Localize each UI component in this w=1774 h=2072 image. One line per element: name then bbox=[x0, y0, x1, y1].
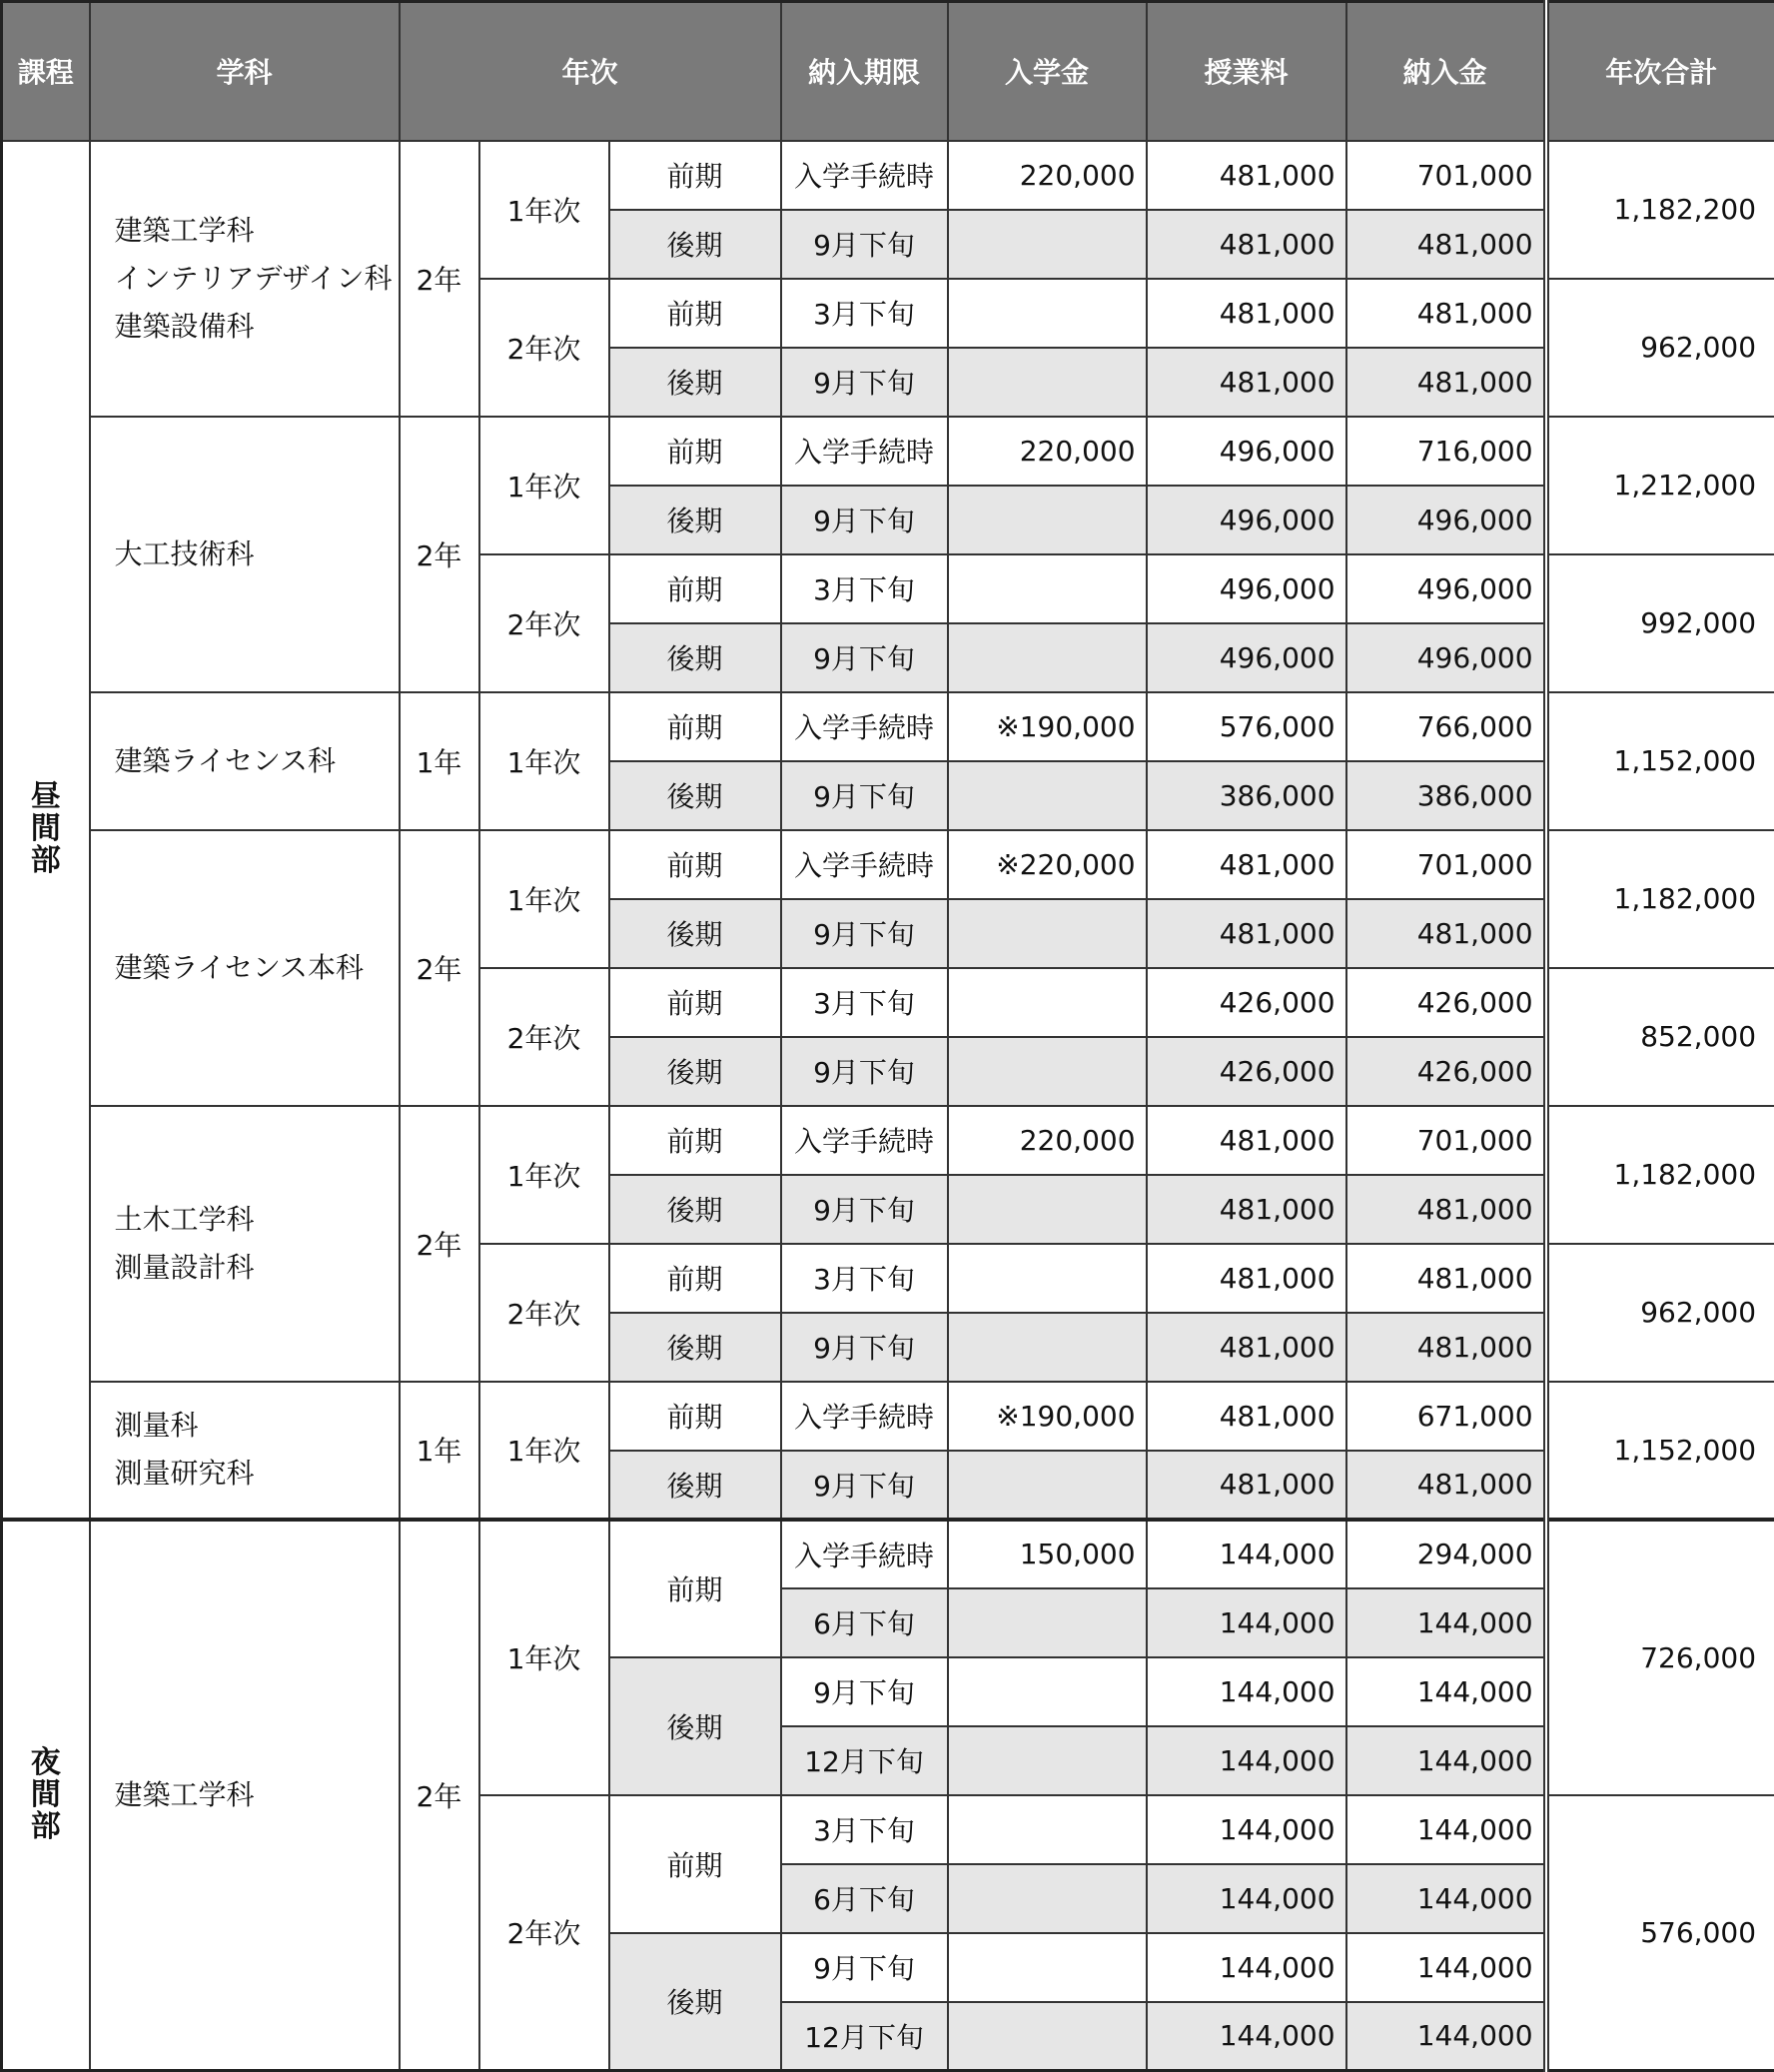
term: 前期 bbox=[609, 1382, 781, 1451]
annual-total: 852,000 bbox=[1546, 968, 1774, 1106]
annual-total: 576,000 bbox=[1546, 1795, 1774, 2071]
admission-fee bbox=[948, 968, 1147, 1037]
admission-fee bbox=[948, 279, 1147, 348]
program-years: 2年 bbox=[400, 1106, 479, 1382]
payment: 144,000 bbox=[1346, 1795, 1546, 1864]
term: 前期 bbox=[609, 1795, 781, 1933]
tuition: 144,000 bbox=[1147, 1657, 1346, 1726]
deadline: 3月下旬 bbox=[781, 279, 948, 348]
year-label: 1年次 bbox=[479, 1106, 609, 1244]
dept-cell: 土木工学科 測量設計科 bbox=[90, 1106, 400, 1382]
tuition: 481,000 bbox=[1147, 1313, 1346, 1382]
term: 後期 bbox=[609, 899, 781, 968]
year-label: 2年次 bbox=[479, 279, 609, 417]
term: 前期 bbox=[609, 279, 781, 348]
admission-fee bbox=[948, 1244, 1147, 1313]
tuition: 386,000 bbox=[1147, 761, 1346, 830]
payment: 701,000 bbox=[1346, 830, 1546, 899]
admission-fee bbox=[948, 1795, 1147, 1864]
tuition: 144,000 bbox=[1147, 1933, 1346, 2002]
payment: 481,000 bbox=[1346, 1451, 1546, 1520]
payment: 671,000 bbox=[1346, 1382, 1546, 1451]
admission-fee: ※190,000 bbox=[948, 1382, 1147, 1451]
tuition: 481,000 bbox=[1147, 348, 1346, 417]
dept-cell: 建築工学科 bbox=[90, 1520, 400, 2071]
term: 後期 bbox=[609, 210, 781, 279]
program-years: 2年 bbox=[400, 1520, 479, 2071]
admission-fee: ※190,000 bbox=[948, 692, 1147, 761]
dept-cell: 建築工学科 インテリアデザイン科 建築設備科 bbox=[90, 141, 400, 417]
deadline: 3月下旬 bbox=[781, 968, 948, 1037]
program-years: 2年 bbox=[400, 417, 479, 692]
term: 前期 bbox=[609, 1106, 781, 1175]
annual-total: 1,152,000 bbox=[1546, 1382, 1774, 1520]
admission-fee bbox=[948, 1726, 1147, 1795]
deadline: 9月下旬 bbox=[781, 899, 948, 968]
payment: 481,000 bbox=[1346, 279, 1546, 348]
admission-fee: 220,000 bbox=[948, 1106, 1147, 1175]
term: 後期 bbox=[609, 623, 781, 692]
annual-total: 1,182,000 bbox=[1546, 830, 1774, 968]
term: 後期 bbox=[609, 761, 781, 830]
annual-total: 992,000 bbox=[1546, 554, 1774, 692]
payment: 701,000 bbox=[1346, 1106, 1546, 1175]
payment: 481,000 bbox=[1346, 348, 1546, 417]
tuition: 481,000 bbox=[1147, 210, 1346, 279]
annual-total: 1,182,200 bbox=[1546, 141, 1774, 279]
payment: 426,000 bbox=[1346, 1037, 1546, 1106]
admission-fee bbox=[948, 1933, 1147, 2002]
payment: 481,000 bbox=[1346, 1244, 1546, 1313]
year-label: 1年次 bbox=[479, 417, 609, 554]
annual-total: 962,000 bbox=[1546, 1244, 1774, 1382]
admission-fee: 220,000 bbox=[948, 417, 1147, 486]
year-label: 1年次 bbox=[479, 1520, 609, 1795]
tuition: 481,000 bbox=[1147, 279, 1346, 348]
annual-total: 726,000 bbox=[1546, 1520, 1774, 1795]
header-tuition: 授業料 bbox=[1147, 2, 1346, 141]
program-years: 2年 bbox=[400, 830, 479, 1106]
dept-cell: 建築ライセンス本科 bbox=[90, 830, 400, 1106]
tuition: 496,000 bbox=[1147, 486, 1346, 554]
table-row bbox=[2, 417, 1774, 486]
deadline: 入学手続時 bbox=[781, 417, 948, 486]
table-row bbox=[2, 1382, 1774, 1451]
payment: 294,000 bbox=[1346, 1520, 1546, 1588]
tuition: 481,000 bbox=[1147, 899, 1346, 968]
admission-fee bbox=[948, 348, 1147, 417]
tuition: 481,000 bbox=[1147, 1451, 1346, 1520]
admission-fee bbox=[948, 761, 1147, 830]
deadline: 9月下旬 bbox=[781, 1175, 948, 1244]
term: 前期 bbox=[609, 692, 781, 761]
program-years: 1年 bbox=[400, 1382, 479, 1520]
admission-fee bbox=[948, 1175, 1147, 1244]
deadline: 9月下旬 bbox=[781, 1451, 948, 1520]
year-label: 1年次 bbox=[479, 141, 609, 279]
year-label: 2年次 bbox=[479, 554, 609, 692]
term: 後期 bbox=[609, 348, 781, 417]
tuition: 576,000 bbox=[1147, 692, 1346, 761]
term: 前期 bbox=[609, 554, 781, 623]
tuition: 144,000 bbox=[1147, 1795, 1346, 1864]
payment: 144,000 bbox=[1346, 2002, 1546, 2071]
deadline: 6月下旬 bbox=[781, 1588, 948, 1657]
deadline: 3月下旬 bbox=[781, 1244, 948, 1313]
admission-fee: 150,000 bbox=[948, 1520, 1147, 1588]
payment: 144,000 bbox=[1346, 1588, 1546, 1657]
payment: 481,000 bbox=[1346, 899, 1546, 968]
deadline: 6月下旬 bbox=[781, 1864, 948, 1933]
deadline: 12月下旬 bbox=[781, 2002, 948, 2071]
tuition: 481,000 bbox=[1147, 830, 1346, 899]
term: 前期 bbox=[609, 141, 781, 210]
deadline: 12月下旬 bbox=[781, 1726, 948, 1795]
admission-fee bbox=[948, 1037, 1147, 1106]
tuition: 481,000 bbox=[1147, 141, 1346, 210]
admission-fee: ※220,000 bbox=[948, 830, 1147, 899]
tuition: 496,000 bbox=[1147, 554, 1346, 623]
payment: 496,000 bbox=[1346, 486, 1546, 554]
annual-total: 1,212,000 bbox=[1546, 417, 1774, 554]
admission-fee bbox=[948, 623, 1147, 692]
deadline: 入学手続時 bbox=[781, 1520, 948, 1588]
tuition: 144,000 bbox=[1147, 1520, 1346, 1588]
tuition: 481,000 bbox=[1147, 1175, 1346, 1244]
payment: 481,000 bbox=[1346, 1175, 1546, 1244]
term: 前期 bbox=[609, 968, 781, 1037]
deadline: 9月下旬 bbox=[781, 1313, 948, 1382]
term: 後期 bbox=[609, 1933, 781, 2071]
tuition: 144,000 bbox=[1147, 1726, 1346, 1795]
term: 後期 bbox=[609, 1175, 781, 1244]
term: 後期 bbox=[609, 1037, 781, 1106]
admission-fee bbox=[948, 1588, 1147, 1657]
term: 前期 bbox=[609, 830, 781, 899]
deadline: 9月下旬 bbox=[781, 1657, 948, 1726]
term: 後期 bbox=[609, 1313, 781, 1382]
admission-fee bbox=[948, 1864, 1147, 1933]
dept-cell: 測量科 測量研究科 bbox=[90, 1382, 400, 1520]
dept-cell: 建築ライセンス科 bbox=[90, 692, 400, 830]
payment: 496,000 bbox=[1346, 554, 1546, 623]
payment: 144,000 bbox=[1346, 1657, 1546, 1726]
tuition: 496,000 bbox=[1147, 623, 1346, 692]
deadline: 入学手続時 bbox=[781, 692, 948, 761]
table-row bbox=[2, 692, 1774, 761]
header-year: 年次 bbox=[400, 2, 781, 141]
payment: 701,000 bbox=[1346, 141, 1546, 210]
payment: 386,000 bbox=[1346, 761, 1546, 830]
tuition: 426,000 bbox=[1147, 968, 1346, 1037]
deadline: 3月下旬 bbox=[781, 1795, 948, 1864]
header-course: 課程 bbox=[2, 2, 90, 141]
annual-total: 1,182,000 bbox=[1546, 1106, 1774, 1244]
tuition: 481,000 bbox=[1147, 1382, 1346, 1451]
table-row bbox=[2, 1106, 1774, 1175]
term: 前期 bbox=[609, 1244, 781, 1313]
year-label: 1年次 bbox=[479, 830, 609, 968]
deadline: 入学手続時 bbox=[781, 830, 948, 899]
admission-fee bbox=[948, 899, 1147, 968]
tuition: 144,000 bbox=[1147, 2002, 1346, 2071]
deadline: 9月下旬 bbox=[781, 1037, 948, 1106]
year-label: 2年次 bbox=[479, 1795, 609, 2071]
payment: 766,000 bbox=[1346, 692, 1546, 761]
header-annual-total: 年次合計 bbox=[1546, 2, 1774, 141]
course-night: 夜 間 部 bbox=[2, 1520, 90, 2071]
header-payment: 納入金 bbox=[1346, 2, 1546, 141]
deadline: 9月下旬 bbox=[781, 1933, 948, 2002]
deadline: 入学手続時 bbox=[781, 141, 948, 210]
admission-fee bbox=[948, 486, 1147, 554]
deadline: 3月下旬 bbox=[781, 554, 948, 623]
admission-fee: 220,000 bbox=[948, 141, 1147, 210]
deadline: 9月下旬 bbox=[781, 210, 948, 279]
year-label: 1年次 bbox=[479, 1382, 609, 1520]
deadline: 入学手続時 bbox=[781, 1382, 948, 1451]
admission-fee bbox=[948, 1657, 1147, 1726]
payment: 426,000 bbox=[1346, 968, 1546, 1037]
table-row bbox=[2, 1520, 1774, 1588]
admission-fee bbox=[948, 2002, 1147, 2071]
course-day: 昼 間 部 bbox=[2, 141, 90, 1520]
annual-total: 1,152,000 bbox=[1546, 692, 1774, 830]
term: 後期 bbox=[609, 486, 781, 554]
year-label: 1年次 bbox=[479, 692, 609, 830]
table-row bbox=[2, 141, 1774, 210]
payment: 144,000 bbox=[1346, 1864, 1546, 1933]
tuition: 481,000 bbox=[1147, 1244, 1346, 1313]
payment: 481,000 bbox=[1346, 210, 1546, 279]
program-years: 2年 bbox=[400, 141, 479, 417]
year-label: 2年次 bbox=[479, 1244, 609, 1382]
tuition: 426,000 bbox=[1147, 1037, 1346, 1106]
table-row bbox=[2, 830, 1774, 899]
deadline: 9月下旬 bbox=[781, 623, 948, 692]
tuition: 481,000 bbox=[1147, 1106, 1346, 1175]
term: 後期 bbox=[609, 1451, 781, 1520]
admission-fee bbox=[948, 210, 1147, 279]
program-years: 1年 bbox=[400, 692, 479, 830]
admission-fee bbox=[948, 1313, 1147, 1382]
deadline: 9月下旬 bbox=[781, 761, 948, 830]
dept-cell: 大工技術科 bbox=[90, 417, 400, 692]
term: 前期 bbox=[609, 1520, 781, 1657]
year-label: 2年次 bbox=[479, 968, 609, 1106]
deadline: 9月下旬 bbox=[781, 486, 948, 554]
term: 後期 bbox=[609, 1657, 781, 1795]
payment: 144,000 bbox=[1346, 1726, 1546, 1795]
term: 前期 bbox=[609, 417, 781, 486]
payment: 144,000 bbox=[1346, 1933, 1546, 2002]
header-department: 学科 bbox=[90, 2, 400, 141]
deadline: 9月下旬 bbox=[781, 348, 948, 417]
tuition: 144,000 bbox=[1147, 1864, 1346, 1933]
header-deadline: 納入期限 bbox=[781, 2, 948, 141]
payment: 716,000 bbox=[1346, 417, 1546, 486]
header-admission-fee: 入学金 bbox=[948, 2, 1147, 141]
admission-fee bbox=[948, 554, 1147, 623]
tuition: 144,000 bbox=[1147, 1588, 1346, 1657]
admission-fee bbox=[948, 1451, 1147, 1520]
payment: 481,000 bbox=[1346, 1313, 1546, 1382]
payment: 496,000 bbox=[1346, 623, 1546, 692]
tuition: 496,000 bbox=[1147, 417, 1346, 486]
annual-total: 962,000 bbox=[1546, 279, 1774, 417]
header-row bbox=[2, 2, 1774, 141]
deadline: 入学手続時 bbox=[781, 1106, 948, 1175]
